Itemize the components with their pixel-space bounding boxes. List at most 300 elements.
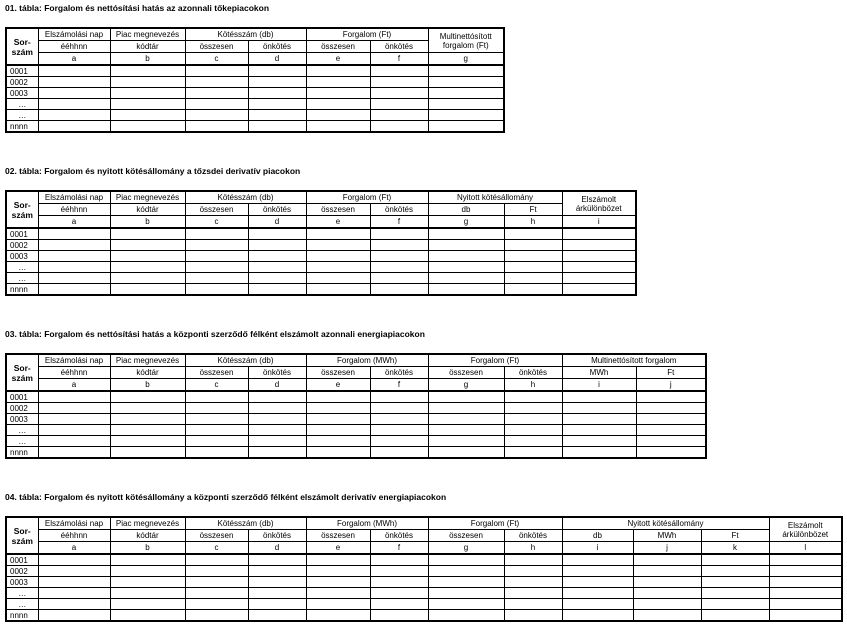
data-cell[interactable]	[370, 110, 428, 121]
data-cell[interactable]	[306, 588, 370, 599]
data-cell[interactable]	[248, 77, 306, 88]
data-cell[interactable]	[185, 403, 248, 414]
data-cell[interactable]	[428, 425, 504, 436]
data-cell[interactable]	[185, 65, 248, 77]
data-cell[interactable]	[38, 99, 110, 110]
data-cell[interactable]	[428, 588, 504, 599]
data-cell[interactable]	[370, 588, 428, 599]
data-cell[interactable]	[504, 425, 562, 436]
table-row	[6, 414, 706, 425]
col-multinettositott: Multinettósított forgalom (Ft)	[428, 28, 504, 53]
col-nyitott-kotesallomany: Nyitott kötésállomány	[428, 191, 562, 204]
data-cell[interactable]	[110, 403, 185, 414]
column-letter: j	[636, 379, 706, 392]
data-cell[interactable]	[38, 577, 110, 588]
data-cell[interactable]	[428, 88, 504, 99]
data-cell[interactable]	[428, 228, 504, 240]
data-cell[interactable]	[38, 251, 110, 262]
data-cell[interactable]	[248, 588, 306, 599]
table-row	[6, 121, 504, 133]
data-cell[interactable]	[38, 566, 110, 577]
column-letter: i	[562, 216, 636, 229]
data-cell[interactable]	[110, 273, 185, 284]
data-cell[interactable]	[185, 610, 248, 622]
data-cell[interactable]	[248, 391, 306, 403]
data-cell[interactable]	[185, 391, 248, 403]
data-cell[interactable]	[504, 610, 562, 622]
column-letter: g	[428, 216, 504, 229]
data-cell[interactable]	[185, 240, 248, 251]
data-cell[interactable]	[769, 610, 842, 622]
data-cell[interactable]	[306, 65, 370, 77]
data-cell[interactable]	[562, 447, 636, 459]
data-cell[interactable]	[38, 403, 110, 414]
data-cell[interactable]	[504, 436, 562, 447]
data-cell[interactable]	[110, 99, 185, 110]
data-cell[interactable]	[248, 284, 306, 296]
sub-header: önkötés	[370, 204, 428, 216]
col-forgalom-mwh: Forgalom (MWh)	[306, 517, 428, 530]
data-cell[interactable]	[306, 284, 370, 296]
data-cell[interactable]	[370, 610, 428, 622]
data-cell[interactable]	[701, 554, 769, 566]
data-cell[interactable]	[370, 65, 428, 77]
row-number: 0002	[6, 240, 38, 251]
column-letter: a	[38, 542, 110, 555]
data-cell[interactable]	[248, 577, 306, 588]
data-cell[interactable]	[370, 240, 428, 251]
col-forgalom-mwh: Forgalom (MWh)	[306, 354, 428, 367]
data-cell[interactable]	[306, 228, 370, 240]
data-cell[interactable]	[185, 425, 248, 436]
sub-header: összesen	[306, 204, 370, 216]
data-cell[interactable]	[636, 447, 706, 459]
data-cell[interactable]	[504, 251, 562, 262]
data-cell[interactable]	[185, 588, 248, 599]
data-cell[interactable]	[370, 251, 428, 262]
data-cell[interactable]	[110, 110, 185, 121]
data-cell[interactable]	[110, 65, 185, 77]
data-cell[interactable]	[633, 610, 701, 622]
data-cell[interactable]	[701, 577, 769, 588]
data-cell[interactable]	[248, 251, 306, 262]
data-cell[interactable]	[38, 88, 110, 99]
data-cell[interactable]	[428, 403, 504, 414]
sub-header: ééhhnn	[38, 41, 110, 53]
sorszam-header: Sor-szám	[6, 191, 38, 228]
data-cell[interactable]	[185, 414, 248, 425]
data-cell[interactable]	[110, 425, 185, 436]
data-cell[interactable]	[248, 554, 306, 566]
data-cell[interactable]	[370, 577, 428, 588]
data-cell[interactable]	[636, 391, 706, 403]
data-cell[interactable]	[248, 403, 306, 414]
data-cell[interactable]	[110, 588, 185, 599]
table-row	[6, 88, 504, 99]
data-cell[interactable]	[428, 566, 504, 577]
data-cell[interactable]	[769, 554, 842, 566]
data-cell[interactable]	[562, 391, 636, 403]
data-cell[interactable]	[248, 414, 306, 425]
data-cell[interactable]	[306, 414, 370, 425]
data-cell[interactable]	[504, 262, 562, 273]
data-cell[interactable]	[306, 99, 370, 110]
data-cell[interactable]	[562, 566, 633, 577]
data-cell[interactable]	[428, 577, 504, 588]
data-cell[interactable]	[306, 240, 370, 251]
data-cell[interactable]	[306, 577, 370, 588]
data-cell[interactable]	[504, 554, 562, 566]
data-cell[interactable]	[306, 447, 370, 459]
data-cell[interactable]	[428, 284, 504, 296]
data-cell[interactable]	[504, 273, 562, 284]
sub-header: összesen	[306, 41, 370, 53]
data-cell[interactable]	[110, 284, 185, 296]
data-cell[interactable]	[769, 577, 842, 588]
data-cell[interactable]	[248, 88, 306, 99]
data-cell[interactable]	[370, 228, 428, 240]
column-letter: a	[38, 53, 110, 66]
data-cell[interactable]	[428, 240, 504, 251]
data-cell[interactable]	[562, 577, 633, 588]
data-cell[interactable]	[110, 566, 185, 577]
data-cell[interactable]	[306, 262, 370, 273]
data-cell[interactable]	[504, 599, 562, 610]
data-cell[interactable]	[562, 403, 636, 414]
data-cell[interactable]	[38, 599, 110, 610]
table-row	[6, 554, 842, 566]
data-cell[interactable]	[185, 88, 248, 99]
table-04-title: 04. tábla: Forgalom és nyitott kötésállomány a központi szerződő félként elszámolt derivatív energiapiacokon	[5, 492, 447, 502]
data-cell[interactable]	[185, 566, 248, 577]
data-cell[interactable]	[185, 577, 248, 588]
data-cell[interactable]	[306, 88, 370, 99]
sub-header: db	[428, 204, 504, 216]
data-cell[interactable]	[38, 110, 110, 121]
data-cell[interactable]	[248, 436, 306, 447]
data-cell[interactable]	[185, 77, 248, 88]
data-cell[interactable]	[562, 284, 636, 296]
data-cell[interactable]	[701, 588, 769, 599]
sub-header: önkötés	[370, 530, 428, 542]
data-cell[interactable]	[306, 554, 370, 566]
data-cell[interactable]	[38, 284, 110, 296]
data-cell[interactable]	[185, 262, 248, 273]
row-number: …	[6, 436, 38, 447]
data-cell[interactable]	[110, 391, 185, 403]
data-cell[interactable]	[248, 425, 306, 436]
data-cell[interactable]	[633, 599, 701, 610]
data-cell[interactable]	[562, 554, 633, 566]
data-cell[interactable]	[38, 554, 110, 566]
data-cell[interactable]	[248, 110, 306, 121]
table-row	[6, 251, 636, 262]
sub-header: összesen	[306, 530, 370, 542]
data-cell[interactable]	[185, 110, 248, 121]
table-row	[6, 588, 842, 599]
sub-header: önkötés	[504, 367, 562, 379]
data-cell[interactable]	[562, 599, 633, 610]
table-row	[6, 273, 636, 284]
data-cell[interactable]	[306, 436, 370, 447]
column-letter: d	[248, 542, 306, 555]
data-cell[interactable]	[370, 425, 428, 436]
data-cell[interactable]	[370, 88, 428, 99]
data-cell[interactable]	[248, 566, 306, 577]
col-elszamolasi-nap: Elszámolási nap	[38, 354, 110, 367]
data-cell[interactable]	[110, 610, 185, 622]
data-cell[interactable]	[428, 273, 504, 284]
data-cell[interactable]	[38, 77, 110, 88]
data-cell[interactable]	[428, 414, 504, 425]
data-cell[interactable]	[504, 414, 562, 425]
data-cell[interactable]	[185, 554, 248, 566]
data-cell[interactable]	[370, 414, 428, 425]
data-cell[interactable]	[428, 65, 504, 77]
data-cell[interactable]	[38, 414, 110, 425]
data-cell[interactable]	[636, 414, 706, 425]
data-cell[interactable]	[306, 77, 370, 88]
data-cell[interactable]	[38, 588, 110, 599]
data-cell[interactable]	[633, 588, 701, 599]
data-cell[interactable]	[306, 251, 370, 262]
data-cell[interactable]	[428, 599, 504, 610]
data-cell[interactable]	[562, 240, 636, 251]
data-cell[interactable]	[562, 436, 636, 447]
column-letter: i	[562, 379, 636, 392]
data-cell[interactable]	[306, 599, 370, 610]
data-cell[interactable]	[185, 121, 248, 133]
column-letter: h	[504, 216, 562, 229]
data-cell[interactable]	[110, 599, 185, 610]
column-letter: g	[428, 379, 504, 392]
sub-header: összesen	[185, 204, 248, 216]
data-cell[interactable]	[248, 273, 306, 284]
data-cell[interactable]	[110, 414, 185, 425]
data-cell[interactable]	[38, 391, 110, 403]
data-cell[interactable]	[428, 262, 504, 273]
data-cell[interactable]	[248, 65, 306, 77]
row-number: …	[6, 99, 38, 110]
data-cell[interactable]	[769, 566, 842, 577]
data-cell[interactable]	[428, 391, 504, 403]
data-cell[interactable]	[185, 228, 248, 240]
row-number: 0002	[6, 403, 38, 414]
data-cell[interactable]	[370, 391, 428, 403]
sub-header: Ft	[701, 530, 769, 542]
data-cell[interactable]	[306, 425, 370, 436]
data-cell[interactable]	[633, 554, 701, 566]
sub-header: kódtár	[110, 367, 185, 379]
data-cell[interactable]	[562, 262, 636, 273]
data-cell[interactable]	[428, 77, 504, 88]
data-cell[interactable]	[428, 610, 504, 622]
data-cell[interactable]	[636, 425, 706, 436]
sorszam-header: Sor-szám	[6, 354, 38, 391]
data-cell[interactable]	[248, 447, 306, 459]
column-letter: b	[110, 379, 185, 392]
data-cell[interactable]	[504, 228, 562, 240]
data-cell[interactable]	[110, 121, 185, 133]
data-cell[interactable]	[370, 77, 428, 88]
data-cell[interactable]	[248, 99, 306, 110]
data-cell[interactable]	[428, 251, 504, 262]
data-cell[interactable]	[248, 121, 306, 133]
column-letter: g	[428, 53, 504, 66]
col-multinettositott: Multinettósított forgalom	[562, 354, 706, 367]
data-cell[interactable]	[38, 273, 110, 284]
sub-header: ééhhnn	[38, 367, 110, 379]
data-cell[interactable]	[633, 566, 701, 577]
data-cell[interactable]	[428, 436, 504, 447]
data-cell[interactable]	[370, 599, 428, 610]
data-cell[interactable]	[370, 121, 428, 133]
row-number: 0001	[6, 554, 38, 566]
data-cell[interactable]	[185, 436, 248, 447]
data-cell[interactable]	[110, 228, 185, 240]
data-cell[interactable]	[370, 262, 428, 273]
data-cell[interactable]	[306, 273, 370, 284]
data-cell[interactable]	[38, 228, 110, 240]
col-forgalom-ft: Forgalom (Ft)	[428, 517, 562, 530]
table-03-title: 03. tábla: Forgalom és nettósítási hatás a központi szerződő félként elszámolt azonnali energiapiacokon	[5, 329, 425, 339]
data-cell[interactable]	[769, 599, 842, 610]
data-cell[interactable]	[306, 110, 370, 121]
column-letter: f	[370, 53, 428, 66]
data-cell[interactable]	[370, 403, 428, 414]
data-cell[interactable]	[110, 447, 185, 459]
data-cell[interactable]	[504, 391, 562, 403]
data-cell[interactable]	[110, 88, 185, 99]
data-cell[interactable]	[306, 403, 370, 414]
data-cell[interactable]	[248, 262, 306, 273]
data-cell[interactable]	[562, 610, 633, 622]
data-cell[interactable]	[370, 566, 428, 577]
data-cell[interactable]	[701, 610, 769, 622]
data-cell[interactable]	[370, 436, 428, 447]
data-cell[interactable]	[428, 99, 504, 110]
data-cell[interactable]	[38, 240, 110, 251]
sub-header: önkötés	[504, 530, 562, 542]
data-cell[interactable]	[38, 65, 110, 77]
sub-header: összesen	[185, 41, 248, 53]
data-cell[interactable]	[248, 240, 306, 251]
column-letter: c	[185, 53, 248, 66]
data-cell[interactable]	[633, 577, 701, 588]
sub-header: összesen	[306, 367, 370, 379]
table-03	[5, 353, 707, 459]
data-cell[interactable]	[306, 391, 370, 403]
data-cell[interactable]	[504, 566, 562, 577]
data-cell[interactable]	[185, 99, 248, 110]
data-cell[interactable]	[701, 599, 769, 610]
data-cell[interactable]	[428, 447, 504, 459]
data-cell[interactable]	[370, 554, 428, 566]
data-cell[interactable]	[110, 251, 185, 262]
table-02-title: 02. tábla: Forgalom és nyitott kötésállomány a tőzsdei derivatív piacokon	[5, 166, 301, 176]
data-cell[interactable]	[504, 403, 562, 414]
row-number: …	[6, 599, 38, 610]
column-letter: i	[562, 542, 633, 555]
data-cell[interactable]	[370, 273, 428, 284]
data-cell[interactable]	[185, 284, 248, 296]
data-cell[interactable]	[701, 566, 769, 577]
data-cell[interactable]	[38, 121, 110, 133]
data-cell[interactable]	[636, 403, 706, 414]
sub-header: önkötés	[248, 530, 306, 542]
data-cell[interactable]	[110, 77, 185, 88]
data-cell[interactable]	[248, 599, 306, 610]
table-04	[5, 516, 843, 622]
data-cell[interactable]	[185, 599, 248, 610]
data-cell[interactable]	[248, 228, 306, 240]
data-cell[interactable]	[110, 436, 185, 447]
data-cell[interactable]	[110, 577, 185, 588]
data-cell[interactable]	[562, 273, 636, 284]
data-cell[interactable]	[428, 110, 504, 121]
data-cell[interactable]	[38, 425, 110, 436]
data-cell[interactable]	[38, 262, 110, 273]
data-cell[interactable]	[428, 554, 504, 566]
data-cell[interactable]	[636, 436, 706, 447]
column-letter: f	[370, 542, 428, 555]
data-cell[interactable]	[306, 610, 370, 622]
data-cell[interactable]	[504, 577, 562, 588]
data-cell[interactable]	[370, 284, 428, 296]
data-cell[interactable]	[504, 284, 562, 296]
data-cell[interactable]	[504, 447, 562, 459]
table-row	[6, 391, 706, 403]
data-cell[interactable]	[185, 251, 248, 262]
data-cell[interactable]	[38, 447, 110, 459]
column-letter: e	[306, 53, 370, 66]
table-row	[6, 577, 842, 588]
data-cell[interactable]	[248, 610, 306, 622]
data-cell[interactable]	[504, 240, 562, 251]
data-cell[interactable]	[562, 251, 636, 262]
data-cell[interactable]	[38, 610, 110, 622]
data-cell[interactable]	[504, 588, 562, 599]
data-cell[interactable]	[769, 588, 842, 599]
col-elszamolasi-nap: Elszámolási nap	[38, 191, 110, 204]
column-letter: f	[370, 379, 428, 392]
data-cell[interactable]	[370, 99, 428, 110]
data-cell[interactable]	[562, 425, 636, 436]
column-letter: b	[110, 542, 185, 555]
data-cell[interactable]	[185, 447, 248, 459]
data-cell[interactable]	[306, 566, 370, 577]
data-cell[interactable]	[428, 121, 504, 133]
data-cell[interactable]	[110, 262, 185, 273]
column-letter: c	[185, 542, 248, 555]
data-cell[interactable]	[38, 436, 110, 447]
col-kotesszam: Kötésszám (db)	[185, 354, 306, 367]
data-cell[interactable]	[110, 240, 185, 251]
data-cell[interactable]	[110, 554, 185, 566]
table-row	[6, 566, 842, 577]
table-row	[6, 65, 504, 77]
data-cell[interactable]	[370, 447, 428, 459]
col-piac-megnevezes: Piac megnevezés	[110, 354, 185, 367]
column-letter: c	[185, 379, 248, 392]
data-cell[interactable]	[562, 414, 636, 425]
data-cell[interactable]	[306, 121, 370, 133]
data-cell[interactable]	[185, 273, 248, 284]
data-cell[interactable]	[562, 228, 636, 240]
data-cell[interactable]	[562, 588, 633, 599]
column-letter: d	[248, 379, 306, 392]
table-row	[6, 403, 706, 414]
